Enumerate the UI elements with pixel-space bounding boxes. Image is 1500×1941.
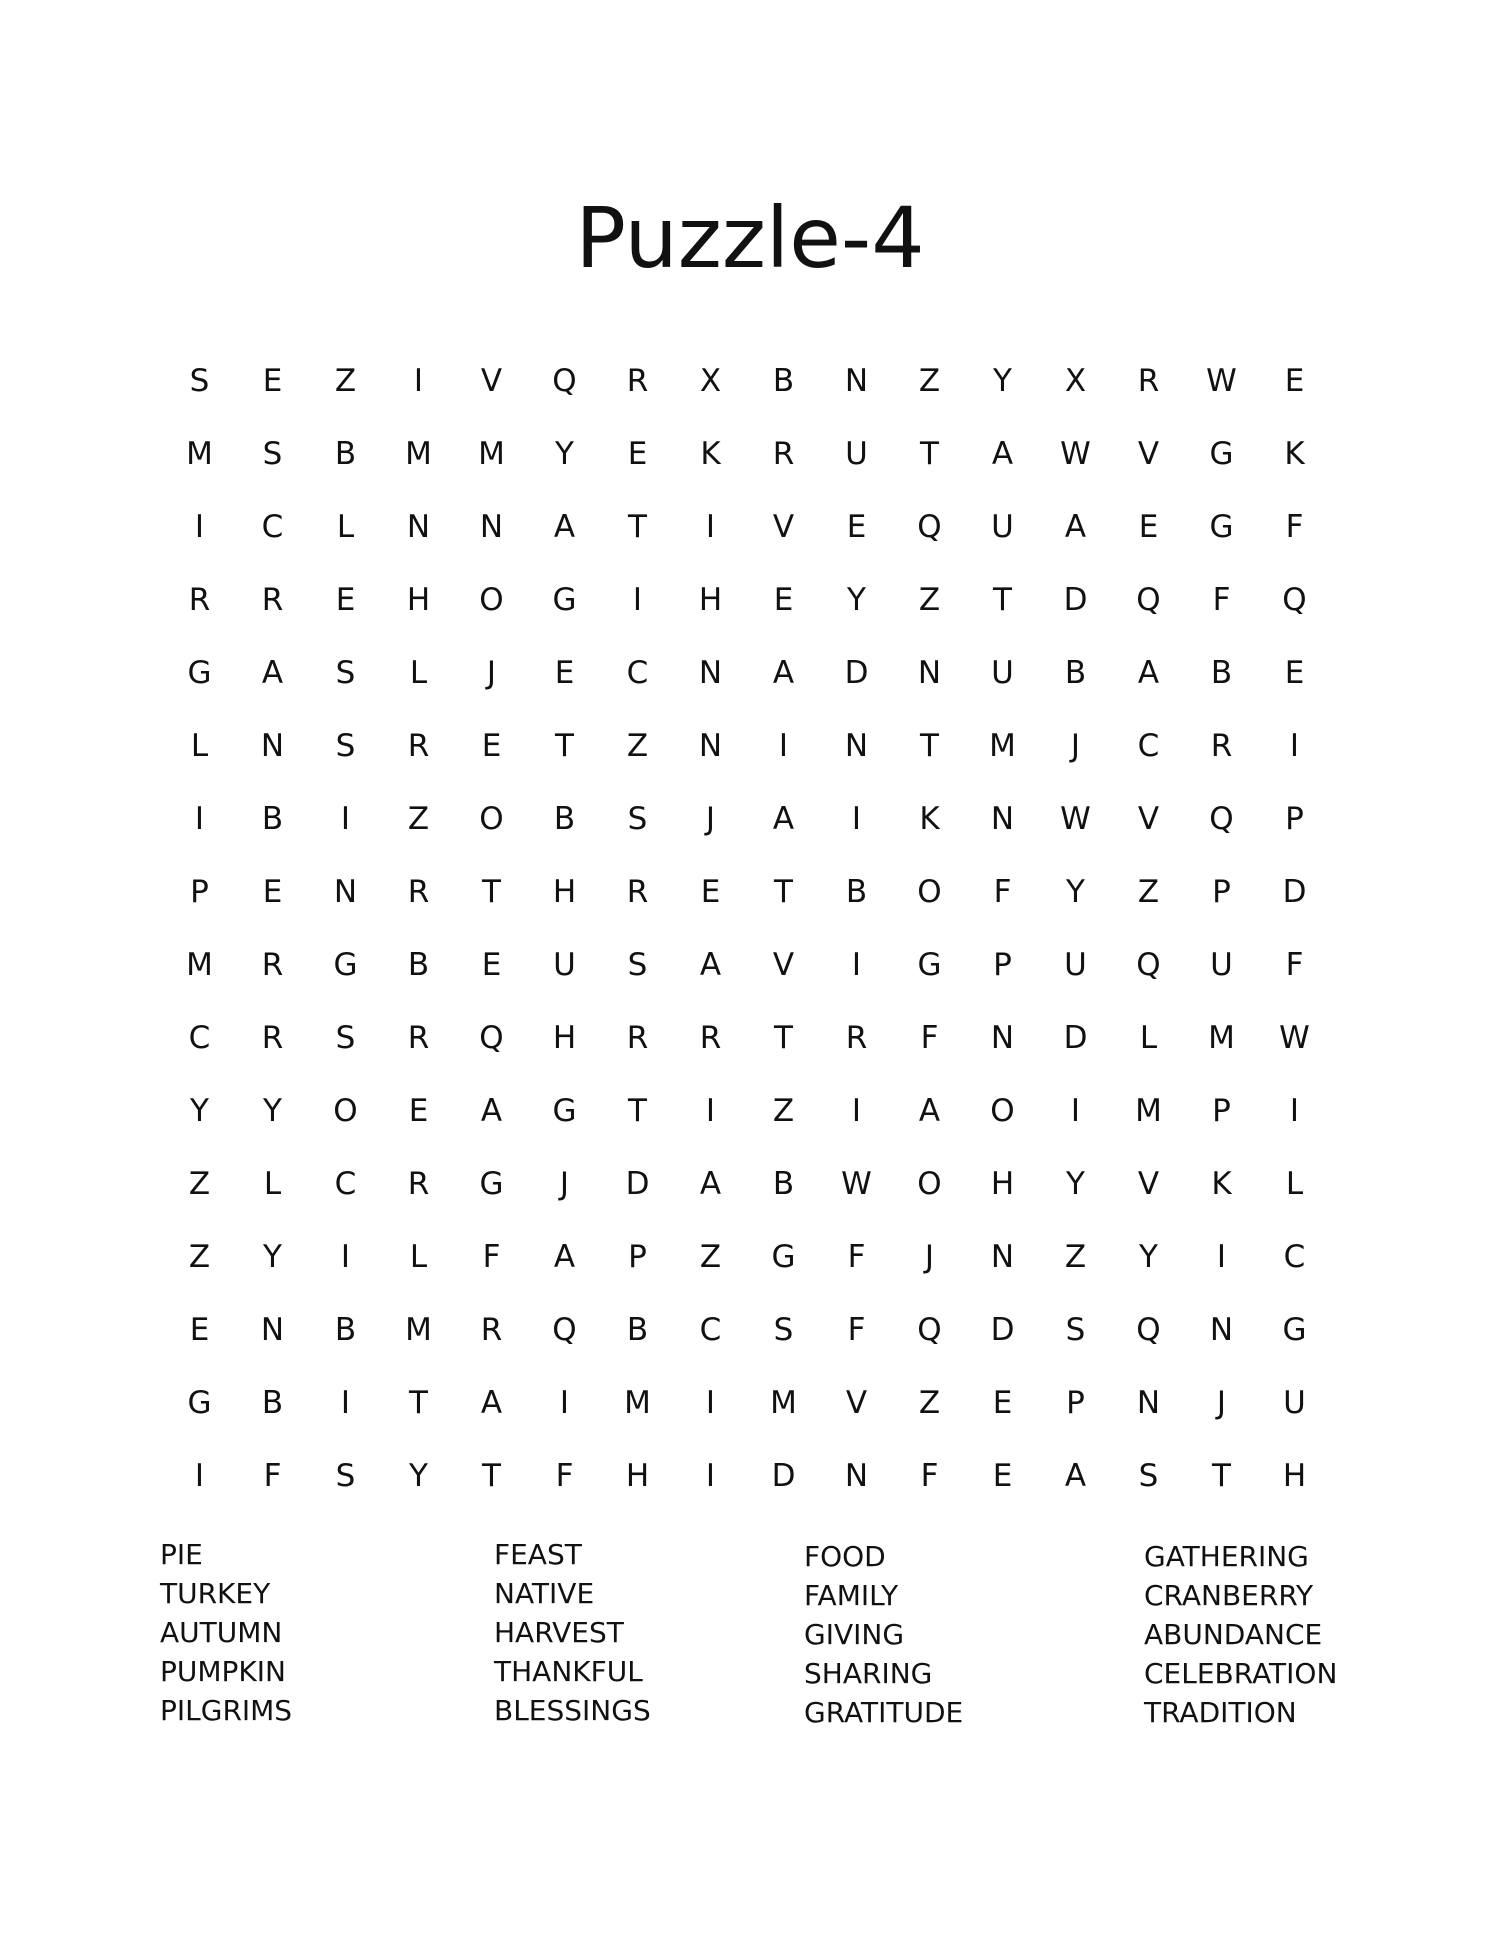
word-column (494, 1535, 651, 1730)
word-list-item: PIE (160, 1538, 203, 1571)
grid-letter: N (1209, 1312, 1234, 1348)
grid-letter: B (772, 1166, 795, 1202)
grid-letter: S (1138, 1458, 1159, 1494)
grid-letter: V (1137, 801, 1160, 837)
grid-letter: F (1285, 509, 1304, 545)
word-list-item: BLESSINGS (494, 1694, 651, 1727)
word-list-item: CELEBRATION (1144, 1657, 1338, 1690)
grid-letter: W (1060, 436, 1091, 472)
word-list-item: FAMILY (804, 1579, 899, 1612)
grid-letter: R (407, 1166, 430, 1202)
grid-letter: E (1284, 655, 1305, 691)
grid-letter: T (628, 509, 647, 545)
grid-letter: W (1206, 363, 1237, 399)
grid-letter: N (1136, 1385, 1161, 1421)
grid-letter: M (1135, 1093, 1162, 1129)
grid-letter: Z (1064, 1239, 1087, 1275)
grid-letter: U (553, 947, 576, 983)
grid-letter: N (990, 801, 1015, 837)
grid-letter: H (552, 1020, 577, 1056)
grid-letter: S (773, 1312, 794, 1348)
grid-letter: D (844, 655, 869, 691)
word-list-item: HARVEST (494, 1616, 624, 1649)
grid-letter: I (340, 1385, 351, 1421)
grid-letter: C (261, 509, 284, 545)
grid-letter: T (555, 728, 574, 764)
grid-letter: P (628, 1239, 647, 1275)
grid-letter: W (841, 1166, 872, 1202)
grid-letter: D (771, 1458, 796, 1494)
grid-letter: S (627, 801, 648, 837)
grid-letter: E (1284, 363, 1305, 399)
grid-letter: E (1138, 509, 1159, 545)
grid-letter: G (1282, 1312, 1307, 1348)
word-list-item: CRANBERRY (1144, 1579, 1314, 1612)
grid-letter: G (1209, 436, 1234, 472)
grid-letter: Q (552, 363, 577, 399)
grid-letter: N (844, 363, 869, 399)
grid-letter: J (486, 655, 497, 691)
grid-letter: A (480, 1093, 503, 1129)
grid-letter: M (405, 436, 432, 472)
grid-letter: R (626, 363, 649, 399)
grid-letter: G (917, 947, 942, 983)
grid-letter: M (770, 1385, 797, 1421)
grid-letter: K (1211, 1166, 1232, 1202)
grid-letter: C (334, 1166, 357, 1202)
grid-letter: P (1285, 801, 1304, 837)
grid-letter: M (478, 436, 505, 472)
grid-letter: T (774, 874, 793, 910)
grid-letter: V (480, 363, 503, 399)
grid-letter: U (1210, 947, 1233, 983)
grid-letter: I (1070, 1093, 1081, 1129)
grid-letter: H (990, 1166, 1015, 1202)
grid-letter: Y (993, 363, 1012, 399)
grid-letter: C (699, 1312, 722, 1348)
grid-letter: R (480, 1312, 503, 1348)
grid-letter: F (920, 1020, 939, 1056)
grid-letter: N (406, 509, 431, 545)
grid-letter: Y (409, 1458, 428, 1494)
grid-letter: A (1064, 509, 1087, 545)
grid-letter: I (194, 801, 205, 837)
grid-letter: A (261, 655, 284, 691)
grid-letter: E (481, 947, 502, 983)
grid-letter: A (699, 1166, 722, 1202)
grid-letter: A (553, 1239, 576, 1275)
grid-letter: B (626, 1312, 649, 1348)
grid-letter: Z (918, 582, 941, 618)
grid-letter: I (851, 801, 862, 837)
grid-letter: T (993, 582, 1012, 618)
grid-letter: P (1066, 1385, 1085, 1421)
grid-letter: Q (917, 509, 942, 545)
grid-letter: V (772, 509, 795, 545)
grid-letter: S (627, 947, 648, 983)
grid-letter: A (918, 1093, 941, 1129)
grid-letter: J (924, 1239, 935, 1275)
grid-letter: S (262, 436, 283, 472)
word-list-item: ABUNDANCE (1144, 1618, 1323, 1651)
grid-letter: Z (699, 1239, 722, 1275)
grid-letter: O (333, 1093, 358, 1129)
grid-letter: E (700, 874, 721, 910)
grid-letter: T (920, 728, 939, 764)
grid-letter: T (482, 1458, 501, 1494)
grid-letter: D (990, 1312, 1015, 1348)
grid-letter: B (1064, 655, 1087, 691)
grid-letter: X (699, 363, 722, 399)
grid-letter: T (628, 1093, 647, 1129)
grid-letter: I (194, 509, 205, 545)
grid-letter: Z (626, 728, 649, 764)
grid-letter: Z (772, 1093, 795, 1129)
grid-letter: U (1283, 1385, 1306, 1421)
grid-letter: Y (1066, 874, 1085, 910)
grid-letter: S (1065, 1312, 1086, 1348)
grid-letter: T (920, 436, 939, 472)
grid-letter: U (991, 509, 1014, 545)
grid-letter: G (333, 947, 358, 983)
grid-letter: M (405, 1312, 432, 1348)
grid-letter: N (333, 874, 358, 910)
grid-letter: B (772, 363, 795, 399)
grid-letter: I (1289, 728, 1300, 764)
grid-letter: M (624, 1385, 651, 1421)
grid-letter: R (772, 436, 795, 472)
grid-letter: H (406, 582, 431, 618)
grid-letter: F (1285, 947, 1304, 983)
grid-letter: Q (1136, 1312, 1161, 1348)
grid-letter: B (334, 1312, 357, 1348)
grid-letter: Z (407, 801, 430, 837)
grid-letter: Q (1136, 947, 1161, 983)
grid-letter: P (1212, 874, 1231, 910)
grid-letter: E (846, 509, 867, 545)
grid-letter: I (705, 1458, 716, 1494)
grid-letter: T (774, 1020, 793, 1056)
grid-letter: N (698, 728, 723, 764)
grid-letter: Q (552, 1312, 577, 1348)
word-column (1144, 1537, 1337, 1732)
grid-letter: J (1216, 1385, 1227, 1421)
grid-letter: E (481, 728, 502, 764)
grid-letter: L (190, 728, 209, 764)
letter-grid (163, 345, 1331, 1513)
grid-letter: G (552, 1093, 577, 1129)
grid-letter: I (1289, 1093, 1300, 1129)
grid-letter: V (1137, 436, 1160, 472)
grid-letter: H (1282, 1458, 1307, 1494)
grid-letter: B (261, 1385, 284, 1421)
grid-letter: B (1210, 655, 1233, 691)
grid-letter: B (334, 436, 357, 472)
grid-letter: N (260, 728, 285, 764)
grid-letter: P (190, 874, 209, 910)
word-list-item: GRATITUDE (804, 1696, 964, 1729)
grid-letter: M (186, 436, 213, 472)
grid-letter: W (1279, 1020, 1310, 1056)
grid-letter: F (847, 1312, 866, 1348)
grid-letter: C (188, 1020, 211, 1056)
grid-letter: Y (190, 1093, 209, 1129)
grid-letter: L (409, 655, 428, 691)
grid-letter: T (1212, 1458, 1231, 1494)
grid-letter: A (772, 655, 795, 691)
grid-letter: R (188, 582, 211, 618)
grid-letter: H (552, 874, 577, 910)
grid-letter: N (698, 655, 723, 691)
grid-letter: N (260, 1312, 285, 1348)
grid-letter: S (335, 655, 356, 691)
grid-letter: I (559, 1385, 570, 1421)
grid-letter: Y (847, 582, 866, 618)
grid-letter: N (844, 1458, 869, 1494)
grid-letter: R (626, 874, 649, 910)
grid-letter: A (1137, 655, 1160, 691)
grid-letter: U (991, 655, 1014, 691)
grid-letter: M (186, 947, 213, 983)
grid-letter: S (335, 1458, 356, 1494)
grid-letter: E (262, 363, 283, 399)
grid-letter: M (989, 728, 1016, 764)
grid-letter: L (263, 1166, 282, 1202)
grid-letter: B (261, 801, 284, 837)
grid-letter: O (990, 1093, 1015, 1129)
grid-letter: R (261, 947, 284, 983)
grid-letter: R (699, 1020, 722, 1056)
grid-letter: I (340, 801, 351, 837)
grid-letter: B (407, 947, 430, 983)
grid-letter: F (847, 1239, 866, 1275)
grid-letter: E (554, 655, 575, 691)
grid-letter: E (627, 436, 648, 472)
grid-letter: I (851, 947, 862, 983)
grid-letter: U (845, 436, 868, 472)
word-list-item: NATIVE (494, 1577, 595, 1610)
grid-letter: Y (263, 1093, 282, 1129)
grid-letter: G (187, 655, 212, 691)
grid-letter: L (409, 1239, 428, 1275)
grid-letter: F (993, 874, 1012, 910)
grid-letter: H (625, 1458, 650, 1494)
grid-letter: R (407, 728, 430, 764)
grid-letter: R (407, 874, 430, 910)
grid-letter: V (772, 947, 795, 983)
grid-letter: W (1060, 801, 1091, 837)
grid-letter: J (1070, 728, 1081, 764)
grid-letter: X (1064, 363, 1087, 399)
grid-letter: A (1064, 1458, 1087, 1494)
grid-letter: O (479, 582, 504, 618)
grid-letter: Z (188, 1239, 211, 1275)
grid-letter: K (700, 436, 721, 472)
grid-letter: S (335, 728, 356, 764)
grid-letter: P (1212, 1093, 1231, 1129)
grid-letter: E (335, 582, 356, 618)
grid-letter: C (1283, 1239, 1306, 1275)
grid-letter: O (917, 874, 942, 910)
grid-letter: O (917, 1166, 942, 1202)
page-title: Puzzle-4 (575, 189, 925, 287)
grid-letter: L (1285, 1166, 1304, 1202)
grid-letter: P (993, 947, 1012, 983)
grid-letter: Q (1209, 801, 1234, 837)
grid-letter: I (340, 1239, 351, 1275)
grid-letter: E (408, 1093, 429, 1129)
grid-letter: H (698, 582, 723, 618)
grid-letter: Z (918, 363, 941, 399)
word-list-item: TRADITION (1144, 1696, 1297, 1729)
grid-letter: I (632, 582, 643, 618)
grid-letter: R (261, 582, 284, 618)
grid-letter: N (990, 1020, 1015, 1056)
grid-letter: Q (1136, 582, 1161, 618)
grid-letter: V (1137, 1166, 1160, 1202)
grid-letter: N (917, 655, 942, 691)
grid-letter: F (263, 1458, 282, 1494)
word-list-item: AUTUMN (160, 1616, 283, 1649)
grid-letter: E (992, 1458, 1013, 1494)
grid-letter: I (705, 1385, 716, 1421)
grid-letter: N (844, 728, 869, 764)
grid-letter: Q (479, 1020, 504, 1056)
grid-letter: S (335, 1020, 356, 1056)
grid-letter: S (189, 363, 210, 399)
grid-letter: I (851, 1093, 862, 1129)
grid-letter: G (552, 582, 577, 618)
grid-letter: Z (334, 363, 357, 399)
grid-letter: G (187, 1385, 212, 1421)
grid-letter: T (482, 874, 501, 910)
word-list-item: GATHERING (1144, 1540, 1309, 1573)
word-list-item: SHARING (804, 1657, 933, 1690)
grid-letter: D (625, 1166, 650, 1202)
grid-letter: I (705, 509, 716, 545)
grid-letter: J (559, 1166, 570, 1202)
grid-letter: Q (1282, 582, 1307, 618)
word-list-item: PUMPKIN (160, 1655, 286, 1688)
word-list-item: FOOD (804, 1540, 886, 1573)
grid-letter: E (262, 874, 283, 910)
grid-letter: Y (263, 1239, 282, 1275)
grid-letter: E (773, 582, 794, 618)
word-list-item: THANKFUL (494, 1655, 643, 1688)
grid-letter: L (1139, 1020, 1158, 1056)
grid-letter: R (261, 1020, 284, 1056)
grid-letter: I (413, 363, 424, 399)
grid-letter: Y (555, 436, 574, 472)
grid-letter: N (479, 509, 504, 545)
grid-letter: J (705, 801, 716, 837)
grid-letter: R (626, 1020, 649, 1056)
grid-letter: U (1064, 947, 1087, 983)
grid-letter: F (555, 1458, 574, 1494)
grid-letter: D (1063, 1020, 1088, 1056)
grid-letter: L (336, 509, 355, 545)
grid-letter: Y (1139, 1239, 1158, 1275)
grid-letter: K (919, 801, 940, 837)
grid-letter: F (1212, 582, 1231, 618)
grid-letter: A (699, 947, 722, 983)
grid-letter: V (845, 1385, 868, 1421)
grid-letter: Y (1066, 1166, 1085, 1202)
grid-letter: F (920, 1458, 939, 1494)
grid-letter: I (705, 1093, 716, 1129)
word-list-item: PILGRIMS (160, 1694, 293, 1727)
grid-letter: D (1282, 874, 1307, 910)
grid-letter: A (553, 509, 576, 545)
grid-letter: B (845, 874, 868, 910)
grid-letter: Z (918, 1385, 941, 1421)
grid-letter: R (845, 1020, 868, 1056)
grid-letter: Q (917, 1312, 942, 1348)
word-list-item: TURKEY (160, 1577, 271, 1610)
grid-letter: Z (1137, 874, 1160, 910)
grid-letter: N (990, 1239, 1015, 1275)
word-list-item: FEAST (494, 1538, 582, 1571)
grid-letter: R (1210, 728, 1233, 764)
grid-letter: G (479, 1166, 504, 1202)
grid-letter: F (482, 1239, 501, 1275)
grid-letter: A (991, 436, 1014, 472)
grid-letter: O (479, 801, 504, 837)
grid-letter: E (992, 1385, 1013, 1421)
grid-letter: B (553, 801, 576, 837)
grid-letter: E (189, 1312, 210, 1348)
grid-letter: R (407, 1020, 430, 1056)
grid-letter: A (772, 801, 795, 837)
grid-letter: M (1208, 1020, 1235, 1056)
grid-letter: G (1209, 509, 1234, 545)
word-column (160, 1535, 292, 1730)
grid-letter: K (1284, 436, 1305, 472)
word-column (804, 1537, 963, 1732)
grid-letter: R (1137, 363, 1160, 399)
word-list-item: GIVING (804, 1618, 905, 1651)
grid-letter: Z (188, 1166, 211, 1202)
grid-letter: G (771, 1239, 796, 1275)
grid-letter: C (1137, 728, 1160, 764)
grid-letter: I (1216, 1239, 1227, 1275)
grid-letter: D (1063, 582, 1088, 618)
grid-letter: C (626, 655, 649, 691)
grid-letter: T (409, 1385, 428, 1421)
grid-letter: I (778, 728, 789, 764)
grid-letter: I (194, 1458, 205, 1494)
grid-letter: A (480, 1385, 503, 1421)
